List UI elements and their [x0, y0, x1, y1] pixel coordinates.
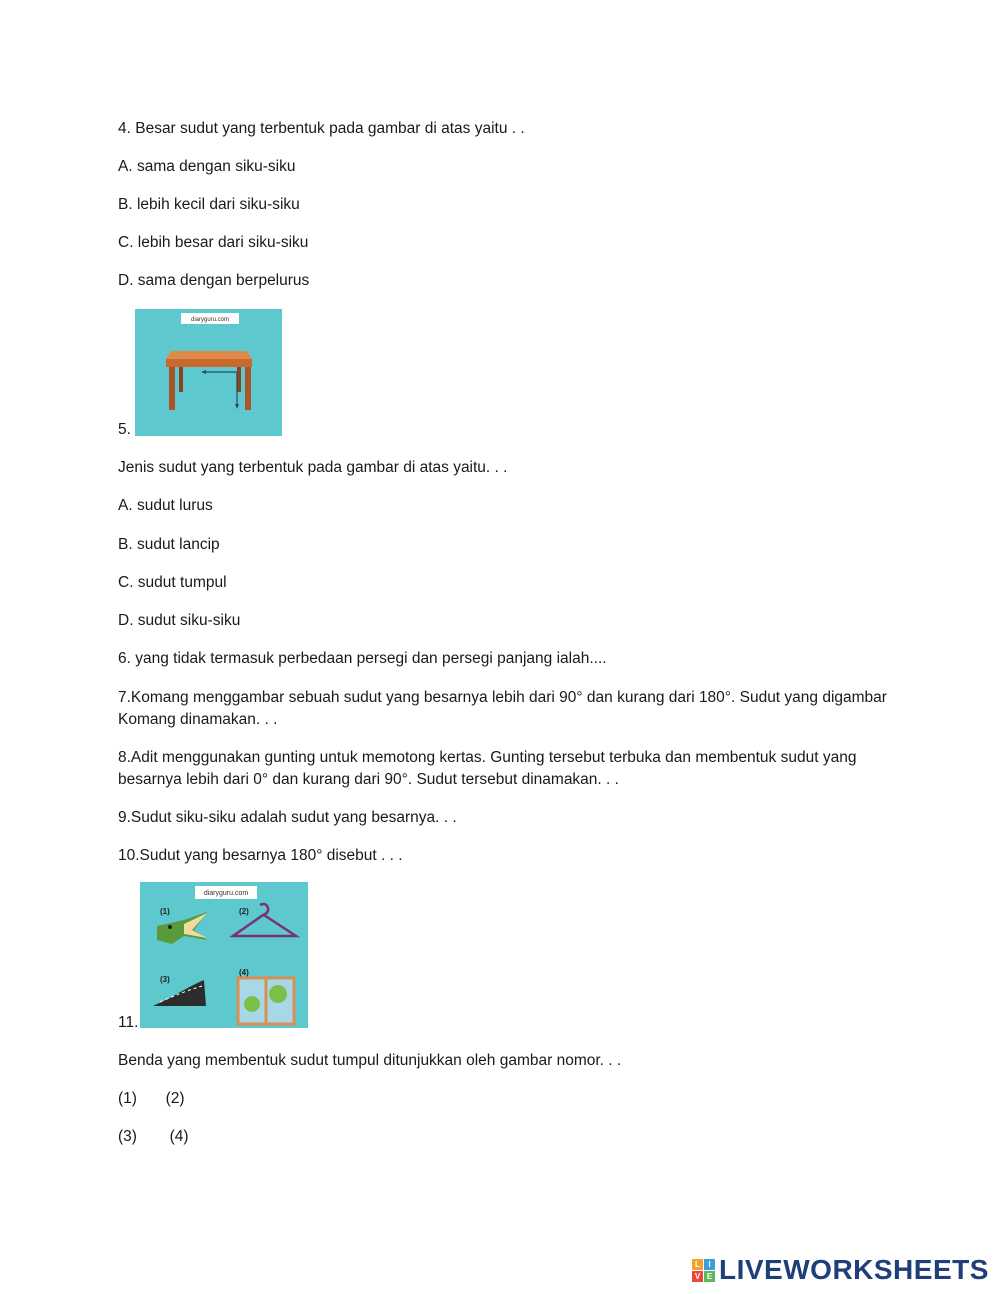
q4-option-a: A. sama dengan siku-siku — [118, 158, 296, 175]
objects-image-caption: diaryguru.com — [203, 890, 249, 897]
q4-question: 4. Besar sudut yang terbentuk pada gambar di atas yaitu . . — [118, 120, 525, 137]
q5-option-b: B. sudut lancip — [118, 536, 220, 553]
q11-answer-4: (4) — [169, 1128, 189, 1145]
q5-number: 5. — [118, 421, 131, 438]
objects-label-1: (1) — [160, 907, 170, 916]
objects-image — [140, 882, 308, 1028]
q7-question: 7.Komang menggambar sebuah sudut yang besarnya lebih dari 90° dan kurang dari 180°. Sudut yang digambar Komang dinamakan. . . — [118, 689, 887, 728]
q11-answer-row2 — [118, 1126, 189, 1148]
q5-option-a: A. sudut lurus — [118, 497, 213, 514]
q6-question: 6. yang tidak termasuk perbedaan persegi dan persegi panjang ialah.... — [118, 650, 607, 667]
liveworksheets-logo — [692, 1255, 989, 1285]
q11-answer-row1 — [118, 1088, 185, 1110]
q4-option-b: B. lebih kecil dari siku-siku — [118, 196, 300, 213]
q10-question: 10.Sudut yang besarnya 180° disebut . . . — [118, 847, 403, 864]
q11-number: 11. — [118, 1014, 139, 1031]
q11-question: Benda yang membentuk sudut tumpul ditunjukkan oleh gambar nomor. . . — [118, 1052, 622, 1069]
q11-answer-1: (1) — [118, 1090, 137, 1107]
q11-answer-3: (3) — [118, 1128, 137, 1145]
liveworksheets-mark-icon: L I V E — [692, 1259, 715, 1282]
q9-question: 9.Sudut siku-siku adalah sudut yang besarnya. . . — [118, 809, 457, 826]
q4-option-c: C. lebih besar dari siku-siku — [118, 234, 309, 251]
q5-option-c: C. sudut tumpul — [118, 574, 227, 591]
q5-option-d: D. sudut siku-siku — [118, 612, 241, 629]
table-image — [135, 309, 282, 436]
objects-label-3: (3) — [160, 975, 170, 984]
q8-question: 8.Adit menggunakan gunting untuk memotong kertas. Gunting tersebut terbuka dan membentuk sudut yang besarnya lebih dari 0° dan kurang dari 90°. Sudut tersebut dinamakan. . . — [118, 749, 857, 788]
table-image-caption: diaryguru.com — [190, 317, 230, 323]
q5-question: Jenis sudut yang terbentuk pada gambar di atas yaitu. . . — [118, 459, 508, 476]
liveworksheets-text: LIVEWORKSHEETS — [719, 1254, 989, 1285]
objects-label-4: (4) — [239, 968, 249, 977]
objects-label-2: (2) — [239, 907, 249, 916]
q11-answer-2: (2) — [165, 1090, 185, 1107]
q4-option-d: D. sama dengan berpelurus — [118, 272, 310, 289]
